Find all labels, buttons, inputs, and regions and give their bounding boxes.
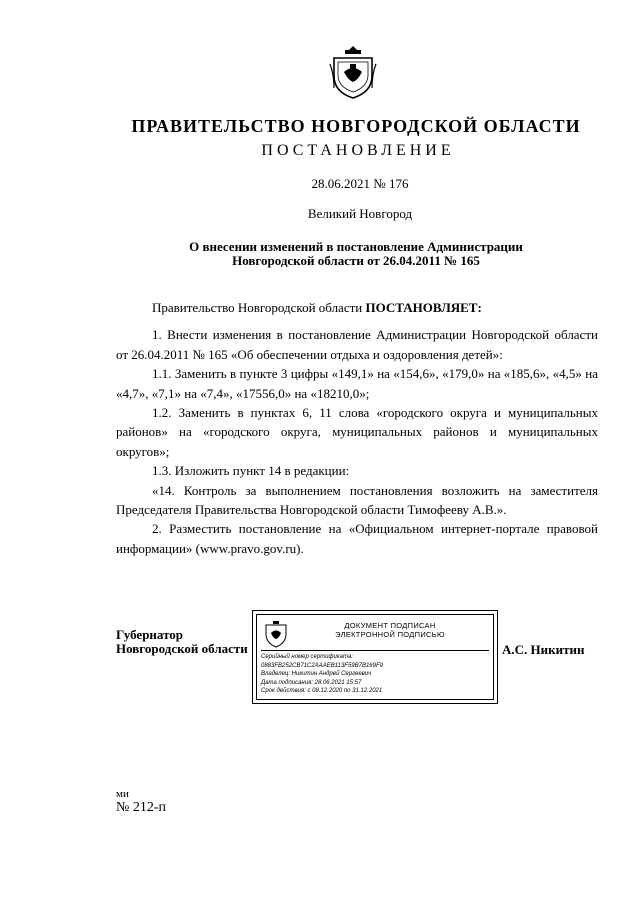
paragraph-1-2: 1.2. Заменить в пунктах 6, 11 слова «городского округа и муниципальных районов» на «городского округа, муниципальных районов и муниципальных округов»; [116,405,598,459]
stamp-divider [261,650,489,651]
paragraph-14: «14. Контроль за выполнением постановления возложить на заместителя Председателя Правительства Новгородской области Тимофееву А.В.». [116,482,598,518]
certificate-validity: Срок действия: с 08.12.2020 по 31.12.2021 [261,688,383,695]
signatory-name: А.С. Никитин [502,642,585,657]
stamp-details [261,653,383,696]
city: Великий Новгород [307,206,413,221]
document-body [116,298,598,558]
paragraph-1: 1. Внести изменения в постановление Администрации Новгородской области от 26.04.2011 № 165 «Об обеспечении отдыха и оздоровления детей»: [116,327,598,362]
stamp-heading [293,621,487,639]
stamp-emblem-icon [263,619,289,649]
document-subject [0,240,640,268]
document-type: ПОСТАНОВЛЕНИЕ [261,142,455,159]
paragraph-1-1: 1.1. Заменить в пункте 3 цифры «149,1» на «154,6», «179,0» на «185,6», «4,5» на «4,7», «7,1» на «7,4», «17556,0» на «18210,0»; [116,366,598,401]
signatory-position [116,628,248,656]
electronic-signature-stamp [252,610,498,704]
intro-text: Правительство Новгородской области [152,300,366,315]
position-line-2: Новгородской области [116,641,248,656]
paragraph-1-3: 1.3. Изложить пункт 14 в редакции: [152,463,350,479]
internal-number: № 212-п [116,800,167,815]
intro-paragraph [116,298,598,317]
intro-resolves: ПОСТАНОВЛЯЕТ: [365,300,482,315]
stamp-frame [256,614,494,700]
signing-date: Дата подписания: 28.06.2021 15:57 [261,679,362,686]
stamp-heading-line-2: ЭЛЕКТРОННОЙ ПОДПИСЬЮ [335,630,445,639]
coat-of-arms-icon [328,44,378,100]
date-number: 28.06.2021 № 176 [311,176,409,191]
paragraph-2: 2. Разместить постановление на «Официальном интернет-портале правовой информации» (www.pravo.gov.ru). [116,521,598,556]
certificate-owner: Владелец: Никитин Андрей Сергеевич [261,671,372,678]
position-line-1: Губернатор [116,627,184,642]
stamp-heading-line-1: ДОКУМЕНТ ПОДПИСАН [344,621,436,630]
serial-label: Серийный номер сертификата: [261,654,353,660]
serial-value: 0883FB252CB71C2AAAEB113F59B7B169F9 [261,662,383,669]
subject-line-1: О внесении изменений в постановление Администрации [189,239,523,254]
government-title: ПРАВИТЕЛЬСТВО НОВГОРОДСКОЙ ОБЛАСТИ [131,116,581,136]
executor-initials: ми [116,788,129,800]
document-footer [116,788,166,814]
subject-line-2: Новгородской области от 26.04.2011 № 165 [232,253,480,268]
